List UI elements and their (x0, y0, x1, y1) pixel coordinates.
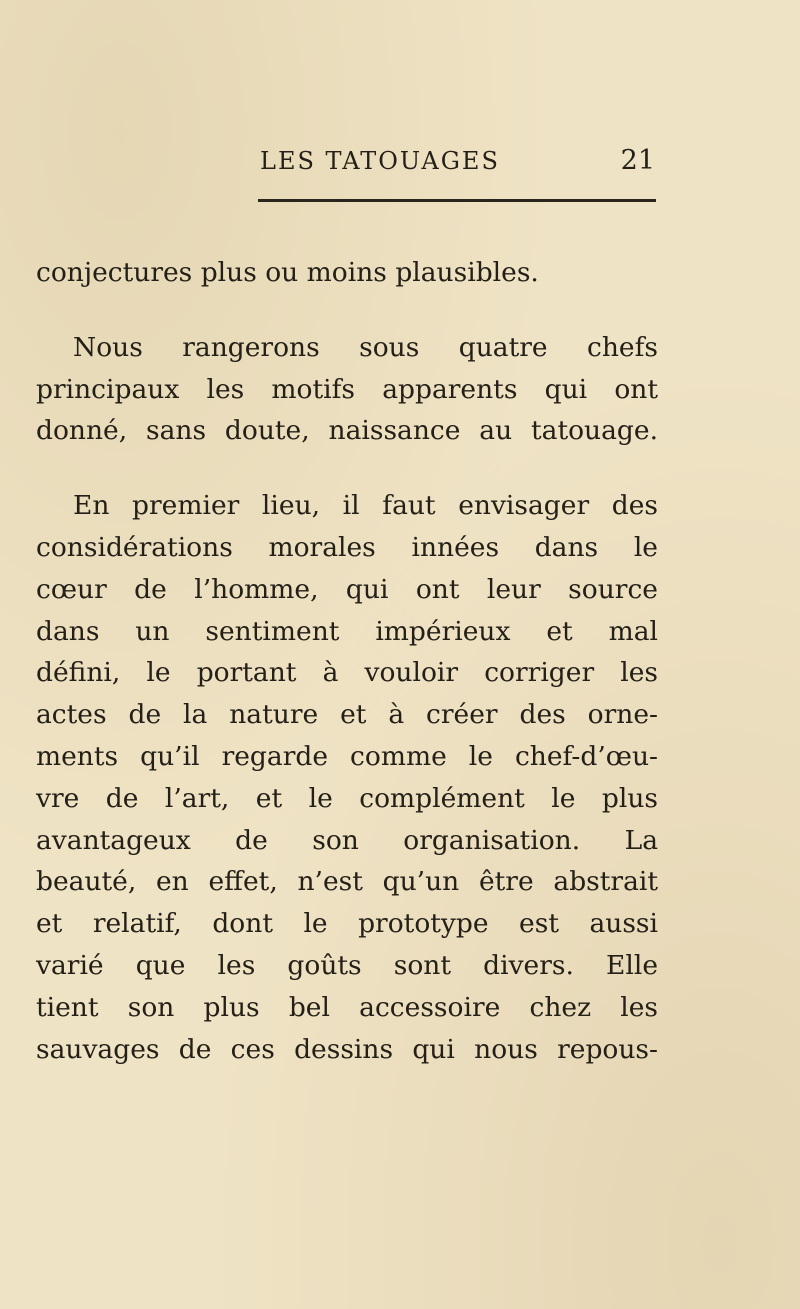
text-line: avantageux de son organisation. La (36, 824, 658, 856)
text-line: sauvages de ces dessins qui nous repous- (36, 1033, 658, 1065)
paragraph (36, 485, 658, 1070)
text-line: considérations morales innées dans le (36, 531, 658, 563)
text-line: Nous rangerons sous quatre chefs (73, 331, 658, 363)
text-line: varié que les goûts sont divers. Elle (36, 949, 658, 981)
text-line: et relatif, dont le prototype est aussi (36, 908, 658, 940)
text-line: principaux les motifs apparents qui ont (36, 373, 658, 405)
text-line: tient son plus bel accessoire chez les (36, 991, 658, 1023)
text-line: défini, le portant à vouloir corriger les (36, 657, 658, 689)
running-title: LES TATOUAGES (260, 147, 500, 175)
text-line: vre de l’art, et le complément le plus (36, 782, 658, 814)
page-number: 21 (620, 145, 655, 176)
page-header (260, 147, 655, 187)
paragraph-gap (36, 294, 658, 327)
paragraph (36, 252, 658, 294)
text-line: beauté, en effet, n’est qu’un être abstrait (36, 866, 658, 898)
text-line: En premier lieu, il faut envisager des (73, 490, 658, 522)
header-rule (258, 199, 656, 202)
text-line: ments qu’il regarde comme le chef-d’œu- (36, 740, 658, 772)
text-line: actes de la nature et à créer des orne- (36, 699, 658, 731)
text-line: conjectures plus ou moins plausibles. (36, 257, 539, 288)
text-line: dans un sentiment impérieux et mal (36, 615, 658, 647)
text-line: donné, sans doute, naissance au tatouage. (36, 415, 658, 447)
body-text (36, 252, 658, 1070)
text-line: cœur de l’homme, qui ont leur source (36, 573, 658, 605)
paragraph (36, 327, 658, 452)
paragraph-gap (36, 452, 658, 485)
